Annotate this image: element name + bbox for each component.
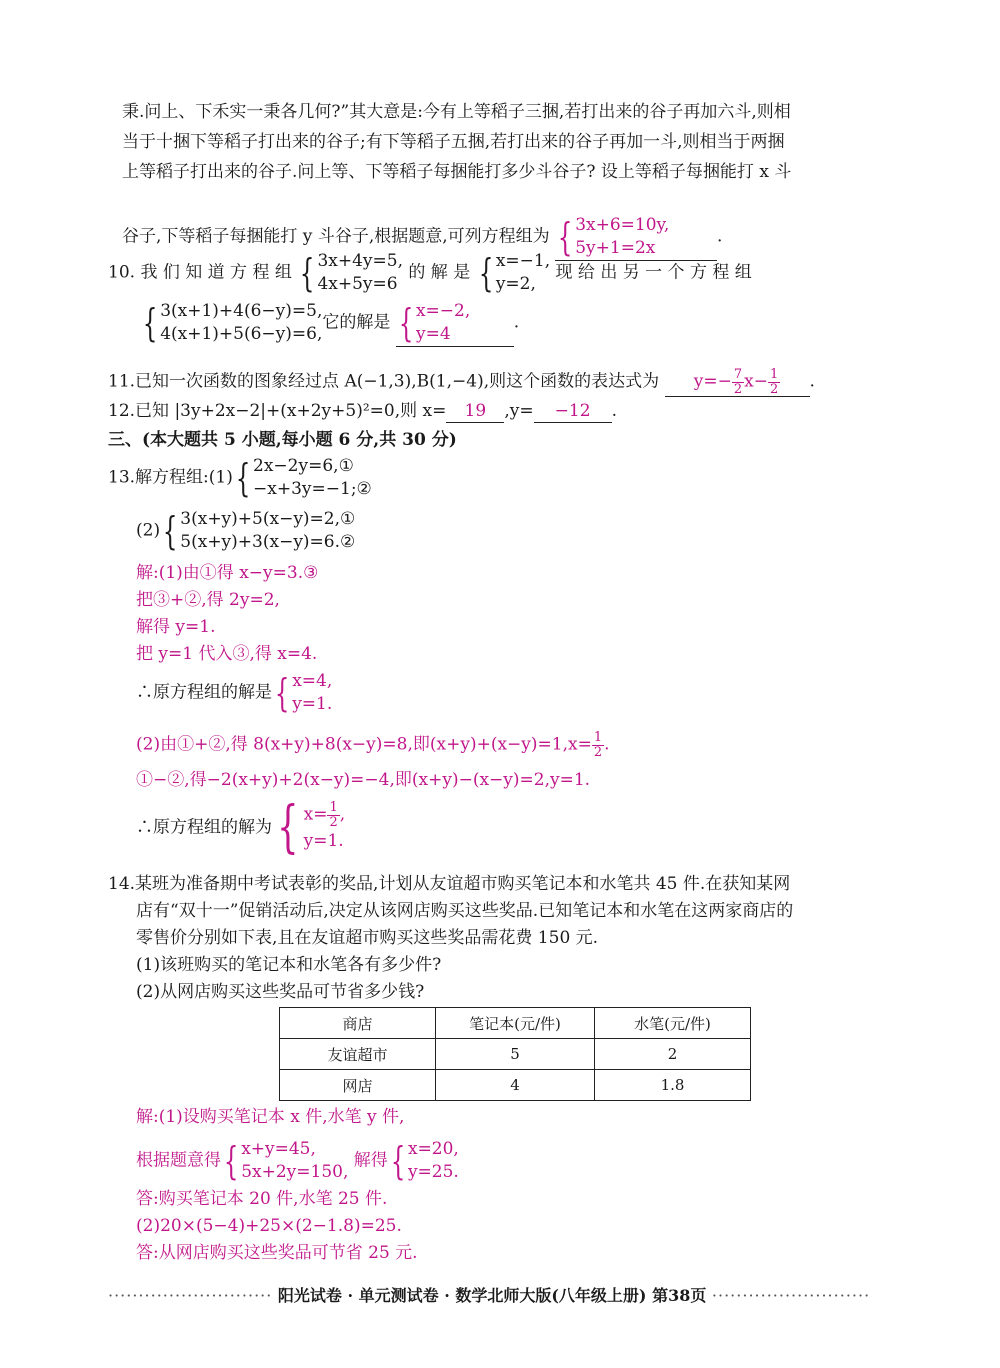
- q13-lead: 13.解方程组:(1): [108, 467, 233, 488]
- q13-sol6-den: 2: [593, 744, 603, 760]
- q12-mid: ,y=: [504, 401, 534, 421]
- brace-icon: {: [478, 250, 493, 295]
- q14-line-3: 零售价分别如下表,且在友谊超市购买这些奖品需花费 150 元.: [136, 928, 599, 948]
- brace-icon: {: [274, 670, 290, 715]
- q13-p1-eq1: 2x−2y=6,①: [253, 456, 354, 476]
- q11-fraction-2: [768, 368, 780, 396]
- q14-solution-3: 答:购买笔记本 20 件,水笔 25 件.: [136, 1189, 388, 1209]
- q13-p1-eq2: −x+3y=−1;②: [253, 478, 372, 499]
- q11-frac2-den: 2: [769, 381, 779, 397]
- q13-sol5-lead: ∴原方程组的解是: [136, 682, 272, 703]
- q13-sol8-eq2: y=1.: [303, 831, 344, 852]
- table-header-row: [280, 1008, 751, 1039]
- brace-icon: {: [235, 455, 251, 500]
- q14-line-2: 店有“双十一”促销活动后,决定从该网店购买这些奖品.已知笔记本和水笔在这两家商店的: [136, 901, 794, 921]
- q10-tail: 现 给 出 另 一 个 方 程 组: [555, 262, 752, 283]
- q14-solution-1: 解:(1)设购买笔记本 x 件,水笔 y 件,: [136, 1107, 405, 1127]
- q13-sol8-eq1: [304, 801, 346, 829]
- q10-sol-eq2: y=2,: [495, 273, 536, 294]
- intro-line-3: 上等稻子打出来的谷子.问上等、下等稻子每捆能打多少斗谷子? 设上等稻子每捆能打 x 斗: [122, 162, 792, 182]
- q13-sol6-fraction: [592, 731, 604, 759]
- table-cell: 4: [436, 1070, 595, 1101]
- brace-icon: {: [223, 1138, 239, 1183]
- q13-sol8-lead: ∴原方程组的解为: [136, 817, 272, 838]
- q14-sol2-lead: 根据题意得: [136, 1150, 221, 1171]
- q13-p2-eq1: 3(x+y)+5(x−y)=2,①: [180, 509, 356, 529]
- q10-ask: 它的解是: [322, 312, 391, 333]
- section-3-title: 三、(本大题共 5 小题,每小题 6 分,共 30 分): [108, 430, 457, 450]
- q13-part1: [108, 455, 372, 501]
- table-cell: 友谊超市: [280, 1039, 436, 1070]
- page-footer: [108, 1283, 908, 1306]
- table-cell: 2: [595, 1039, 751, 1070]
- q10-sys-eq2: 4x+5y=6: [317, 273, 398, 294]
- q12: [108, 402, 617, 423]
- q11-fraction-1: [732, 368, 744, 396]
- q10-eq2: 4(x+1)+5(6−y)=6,: [160, 323, 323, 344]
- footer-dots-right: ··························: [711, 1286, 871, 1305]
- q10-answer-eq2: y=4: [415, 323, 451, 344]
- q13-sol8-num: 1: [329, 800, 338, 816]
- q11-answer-lead: y=−: [693, 371, 732, 392]
- q11-text: 11.已知一次函数的图象经过点 A(−1,3),B(1,−4),则这个函数的表达式为: [108, 371, 660, 392]
- q11: [108, 368, 815, 397]
- q14-solution-4: (2)20×(5−4)+25×(2−1.8)=25.: [136, 1216, 402, 1236]
- q13-solution-2: 把③+②,得 2y=2,: [136, 590, 280, 610]
- brace-icon: {: [277, 795, 299, 860]
- brace-icon: {: [398, 300, 414, 345]
- table-header-cell: 水笔(元/件): [595, 1008, 751, 1039]
- table-cell: 1.8: [595, 1070, 751, 1101]
- brace-icon: {: [390, 1138, 406, 1183]
- q10-lead: 10. 我 们 知 道 方 程 组: [108, 262, 292, 283]
- q13-solution-6: [136, 731, 610, 759]
- q11-answer-blank[interactable]: [665, 368, 810, 397]
- q10-eq1: 3(x+1)+4(6−y)=5,: [160, 301, 323, 321]
- q10-line-2: [140, 300, 519, 347]
- q13-sol5-eq2: y=1.: [292, 693, 333, 714]
- table-header-cell: 商店: [280, 1008, 436, 1039]
- q10-mid: 的 解 是: [408, 262, 471, 283]
- q13-solution-1: 解:(1)由①得 x−y=3.③: [136, 563, 319, 583]
- q10-answer-blank[interactable]: [396, 300, 514, 347]
- q13-sol8-den: 2: [329, 814, 338, 830]
- q11-frac1-den: 2: [733, 381, 743, 397]
- q13-solution-8: [136, 795, 346, 860]
- brace-icon: {: [162, 508, 178, 553]
- q11-frac2-num: 1: [769, 367, 779, 382]
- intro-answer-eq1: 3x+6=10y,: [575, 215, 670, 235]
- q14-solution-2: [136, 1138, 459, 1184]
- q13-sol6-end: .: [604, 734, 610, 755]
- q13-p2-lead: (2): [136, 520, 161, 541]
- q11-answer-mid: x−: [744, 371, 768, 392]
- q14-sol2-res2: y=25.: [407, 1161, 459, 1182]
- q14-line-1: 14.某班为准备期中考试表彰的奖品,计划从友谊超市购买笔记本和水笔共 45 件.在获知某网: [108, 874, 791, 894]
- intro-question-text: 谷子,下等稻子每捆能打 y 斗谷子,根据题意,可列方程组为: [122, 226, 550, 247]
- q13-solution-5: [136, 670, 332, 716]
- q13-solution-7: ①−②,得−2(x+y)+2(x−y)=−4,即(x+y)−(x−y)=2,y=1.: [136, 770, 591, 790]
- price-table: [279, 1007, 751, 1101]
- table-cell: 网店: [280, 1070, 436, 1101]
- footer-dots-left: ···························: [108, 1286, 273, 1305]
- q14-sol2-eq2: 5x+2y=150,: [241, 1161, 349, 1182]
- q10-line-1: [108, 250, 752, 296]
- q13-sol5-eq1: x=4,: [292, 671, 333, 691]
- q10-sys-eq1: 3x+4y=5,: [317, 251, 403, 271]
- q13-part2: [136, 508, 355, 554]
- q12-end: .: [611, 401, 618, 421]
- q14-solution-5: 答:从网店购买这些奖品可节省 25 元.: [136, 1243, 418, 1263]
- q13-p2-eq2: 5(x+y)+3(x−y)=6.②: [180, 531, 356, 552]
- q11-end: .: [809, 371, 815, 392]
- intro-end: .: [717, 226, 723, 247]
- q13-sol8-comma: ,: [339, 804, 346, 825]
- q13-solution-4: 把 y=1 代入③,得 x=4.: [136, 644, 318, 664]
- q12-answer-y[interactable]: −12: [534, 402, 612, 423]
- q13-sol8-x: x=: [303, 804, 328, 825]
- table-cell: 5: [436, 1039, 595, 1070]
- brace-icon: {: [557, 214, 573, 259]
- table-row: [280, 1070, 751, 1101]
- brace-icon: {: [300, 250, 315, 295]
- q10-sol-eq1: x=−1,: [495, 251, 551, 271]
- q14-sol2-mid: 解得: [353, 1150, 388, 1171]
- q13-sol6-num: 1: [593, 730, 603, 745]
- brace-icon: {: [142, 300, 158, 345]
- footer-title: 阳光试卷 · 单元测试卷 · 数学北师大版(八年级上册): [277, 1286, 647, 1305]
- intro-line-2: 当于十捆下等稻子打出来的谷子;有下等稻子五捆,若打出来的谷子再加一斗,则相当于两捆: [122, 132, 785, 152]
- q12-text: 12.已知 |3y+2x−2|+(x+2y+5)²=0,则 x=: [108, 401, 447, 421]
- q14-part-1: (1)该班购买的笔记本和水笔各有多少件?: [136, 955, 442, 975]
- table-row: [280, 1039, 751, 1070]
- q11-frac1-num: 7: [733, 367, 743, 382]
- q13-solution-3: 解得 y=1.: [136, 617, 216, 637]
- intro-answer-eq2: 5y+1=2x: [575, 237, 656, 258]
- q13-sol8-fraction: [327, 801, 339, 829]
- q14-part-2: (2)从网店购买这些奖品可节省多少钱?: [136, 982, 425, 1002]
- q14-sol2-eq1: x+y=45,: [241, 1139, 316, 1159]
- table-header-cell: 笔记本(元/件): [436, 1008, 595, 1039]
- q10-end: .: [513, 312, 520, 333]
- q10-answer-eq1: x=−2,: [415, 301, 471, 321]
- q13-sol6-text: (2)由①+②,得 8(x+y)+8(x−y)=8,即(x+y)+(x−y)=1,x=: [136, 734, 592, 755]
- intro-line-1: 秉.问上、下禾实一秉各几何?”其大意是:今有上等稻子三捆,若打出来的谷子再加六斗,则相: [122, 102, 791, 122]
- page-number: 第38页: [652, 1286, 707, 1305]
- q14-sol2-res1: x=20,: [407, 1139, 459, 1159]
- q12-answer-x[interactable]: 19: [446, 402, 504, 423]
